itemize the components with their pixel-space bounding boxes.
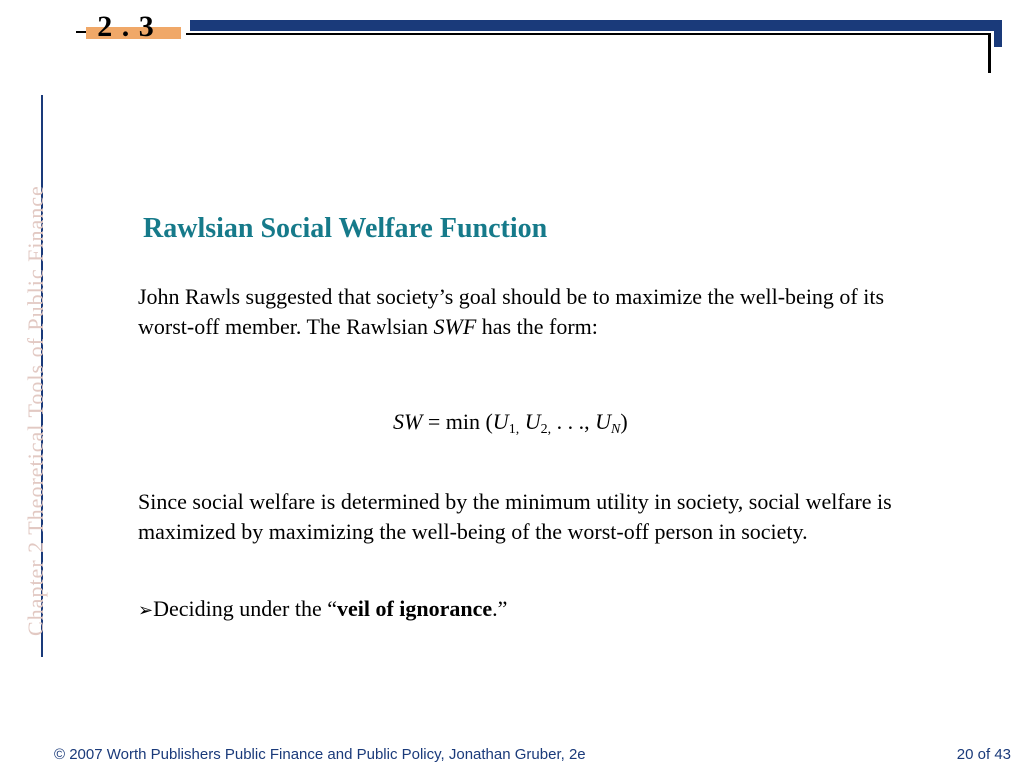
- intro-paragraph: [138, 282, 928, 342]
- intro-tail: has the form:: [476, 314, 598, 339]
- bullet-item: [138, 594, 507, 626]
- intro-swf: SWF: [433, 314, 477, 339]
- formula-ellipsis: . . .,: [551, 409, 596, 434]
- formula-lhs: SW: [393, 409, 423, 434]
- bullet-suffix: .”: [492, 596, 508, 621]
- header-tick-left: [76, 31, 86, 33]
- formula-sub2: 2,: [540, 422, 552, 437]
- formula-un: U: [595, 409, 611, 434]
- intro-text: John Rawls suggested that society’s goal should be to maximize the well-being of its worst-off member. The Rawlsian: [138, 284, 885, 339]
- bullet-bold-term: veil of ignorance: [336, 596, 493, 621]
- page-current: 20: [956, 746, 974, 763]
- formula-close: ): [620, 409, 628, 434]
- section-badge: [86, 10, 181, 43]
- header-black-rule-end: [988, 33, 991, 73]
- section-number: 2 . 3: [97, 10, 155, 43]
- formula-subn-text: N: [610, 422, 621, 437]
- slide-title: Rawlsian Social Welfare Function: [143, 213, 548, 244]
- formula-u1: U: [492, 409, 509, 434]
- conclusion-paragraph: Since social welfare is determined by the minimum utility in society, social welfare is maximized by maximizing the well-being of the worst-off person in society.: [138, 489, 892, 544]
- formula-u2: U: [524, 409, 541, 434]
- header-blue-bar-end: [994, 20, 1002, 47]
- formula-sub1: 1,: [508, 422, 520, 437]
- bullet-arrow-icon: ➢: [138, 600, 154, 621]
- page-indicator: [957, 745, 1011, 765]
- formula-subn: [611, 422, 620, 437]
- header-black-rule: [186, 33, 989, 35]
- swf-formula: [393, 407, 628, 437]
- page-separator: of: [973, 746, 995, 763]
- page-total: 43: [994, 746, 1011, 763]
- header-blue-bar: [190, 20, 1002, 31]
- formula-equals-min: = min (: [422, 409, 493, 434]
- bullet-prefix: Deciding under the “: [153, 596, 337, 621]
- chapter-label: Chapter 2 Theoretical Tools of Public Finance: [23, 185, 48, 636]
- footer-copyright: © 2007 Worth Publishers Public Finance and Public Policy, Jonathan Gruber, 2e: [54, 746, 586, 763]
